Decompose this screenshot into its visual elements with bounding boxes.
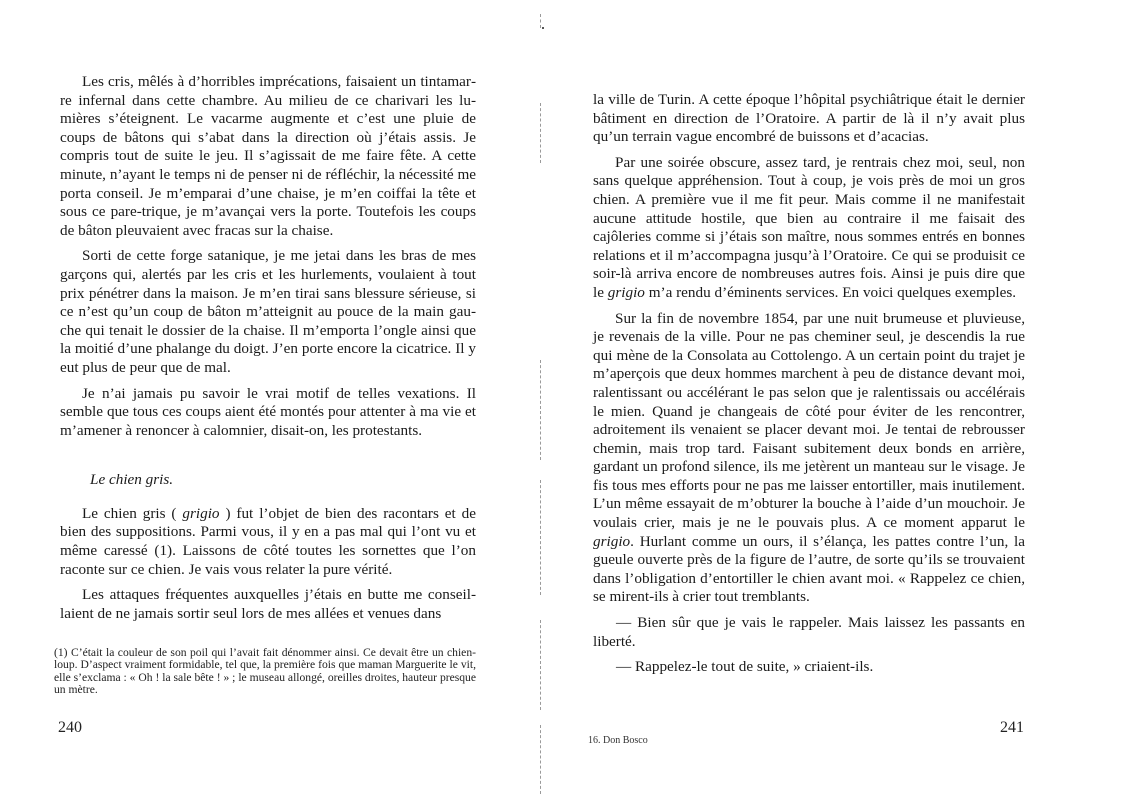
printer-signature: 16. Don Bosco [588,735,648,746]
paragraph: Sorti de cette forge satanique, je me jetai dans les bras de mes garçons qui, alertés par les cris et les hurlements, voulaient à tout prix pénétrer dans la maison. Je m’en tirai sans blessure sérieuse, si ce n’est qu’un coup de bâton m’atteignit au pouce de la main gauche qui tenait le dossier de la chaise. Il m’emporta l’ongle ainsi que la moitié d’une phalange du doigt. J’en porte encore la cicatrice. Il y eut plus de peur que de mal. [60,247,476,376]
page-number: 241 [1000,719,1024,736]
paragraph [60,505,476,579]
text-run: Le chien gris ( [82,504,183,522]
paragraph [593,91,1025,147]
text-run: Sur la fin de novembre 1854, par une nuit brumeuse et pluvieuse, je revenais de la ville. Pour ne pas cheminer seul, je descendis la rue qui mène de la Consolata au Cottolengo. A un certain point du trajet je m’aperçois que deux hommes marchent à peu de distance devant moi, ralentissant ou accélérant le pas selon que je ralentissais ou accélérais le mien. Quand je changeais de côté pour éviter de les rencontrer, adroitement ils venaient se placer devant moi. Je tentai de rebrousser chemin, mais trop tard. Faisant subitement deux bonds en arrière, gardant un profond silence, ils me jetèrent un manteau sur le visage. Je fis tous mes efforts pour ne pas me laisser entortiller, mais inutilement. L’un même essayait de m’obturer la bouche à l’aide d’un mouchoir. Je voulais crier, mais je ne le pouvais plus. A ce moment apparut le [593,309,1025,532]
text-run: ) fut l’objet de bien des racontars et de bien des suppositions. Parmi vous, il y en a pas mal qui l’ont vu et même caressé (1). Laissons de côté toutes les sornettes que l’on raconte sur ce chien. Je vais vous relater la pure vérité. [60,504,476,578]
paragraph [60,586,476,623]
dialog-line [593,614,1025,651]
section-heading: Le chien gris. [90,471,174,489]
text-run: Les attaques fréquentes auxquelles j’étais en butte me conseillaient de ne jamais sortir seul lors de mes allées et venues dans [60,586,476,622]
left-page [0,0,540,794]
text-run: . Hurlant comme un ours, il s’élança, les pattes contre l’un, la gueule ouverte près de la figure de l’autre, de sorte qu’ils se trouvaient dans l’obligation d’entortiller le chien avant moi. « Rappelez ce chien, se mirent-ils à crier tout tremblants. [593,532,1025,606]
paragraph: Les cris, mêlés à d’horribles imprécations, faisaient un tintamarre infernal dans cette chambre. Au milieu de ce charivari les lumières s’éteignent. Le vacarme augmente et c’est une pluie de coups de bâtons qui s’abat dans la direction où j’étais assis. Je compris tout de suite le jeu. Il s’agissait de me faire fête. A cette minute, n’ayant le temps ni de penser ni de réfléchir, la nécessité me porta conseil. Je m’emparai d’une chaise, je m’en coiffai la tête et sous ce pare-trique, je m’avançai vers la porte. Toutefois les coups de bâton pleuvaient avec fracas sur la chaise. [60,73,476,239]
text-run: Par une soirée obscure, assez tard, je rentrais chez moi, seul, non sans quelque appréhension. Tout à coup, je vois près de moi un gros chien. A première vue il me fit peur. Mais comme il ne manifestait aucune attitude hostile, que bien au contraire il me faisait des cajôleries comme si j’étais son maître, nous sommes entrés en bonnes relations et il m’accompagna jusqu’à l’Oratoire. Ce qui se produisit ce soir-là arriva encore de nombreuses autres fois. Ainsi je puis dire que le [593,153,1025,301]
page-number: 240 [58,719,82,736]
paragraph [593,310,1025,608]
right-page [540,0,1123,794]
italic-term: grigio [593,532,631,550]
text-run: la ville de Turin. A cette époque l’hôpital psychiâtrique était le dernier bâtiment en direction de l’Oratoire. A partir de là il n’y avait plus qu’un terrain vague encombré de buissons et d’acacias. [593,91,1025,146]
left-page-body [60,73,476,630]
right-page-body [593,91,1025,684]
footnote: (1) C’était la couleur de son poil qui l’avait fait dénommer ainsi. Ce devait être un chien-loup. D’aspect vraiment formidable, tel que, la première fois que maman Marguerite le vit, elle s’exclama : « Oh ! la sale bête ! » ; le museau allongé, oreilles droites, hauteur presque un mètre. [54,646,476,697]
text-run: — Bien sûr que je vais le rappeler. Mais laissez les passants en liberté. [593,614,1025,650]
paragraph [593,154,1025,303]
italic-term: grigio [607,283,645,301]
text-run: — Rappelez-le tout de suite, » criaient-ils. [616,658,874,676]
dialog-line [593,658,1025,677]
italic-term: grigio [182,504,220,522]
text-run: m’a rendu d’éminents services. En voici quelques exemples. [644,283,1017,301]
paragraph: Je n’ai jamais pu savoir le vrai motif de telles vexations. Il semble que tous ces coups aient été montés pour attenter à ma vie et m’amener à renoncer à calomnier, disait-on, les protestants. [60,384,476,439]
